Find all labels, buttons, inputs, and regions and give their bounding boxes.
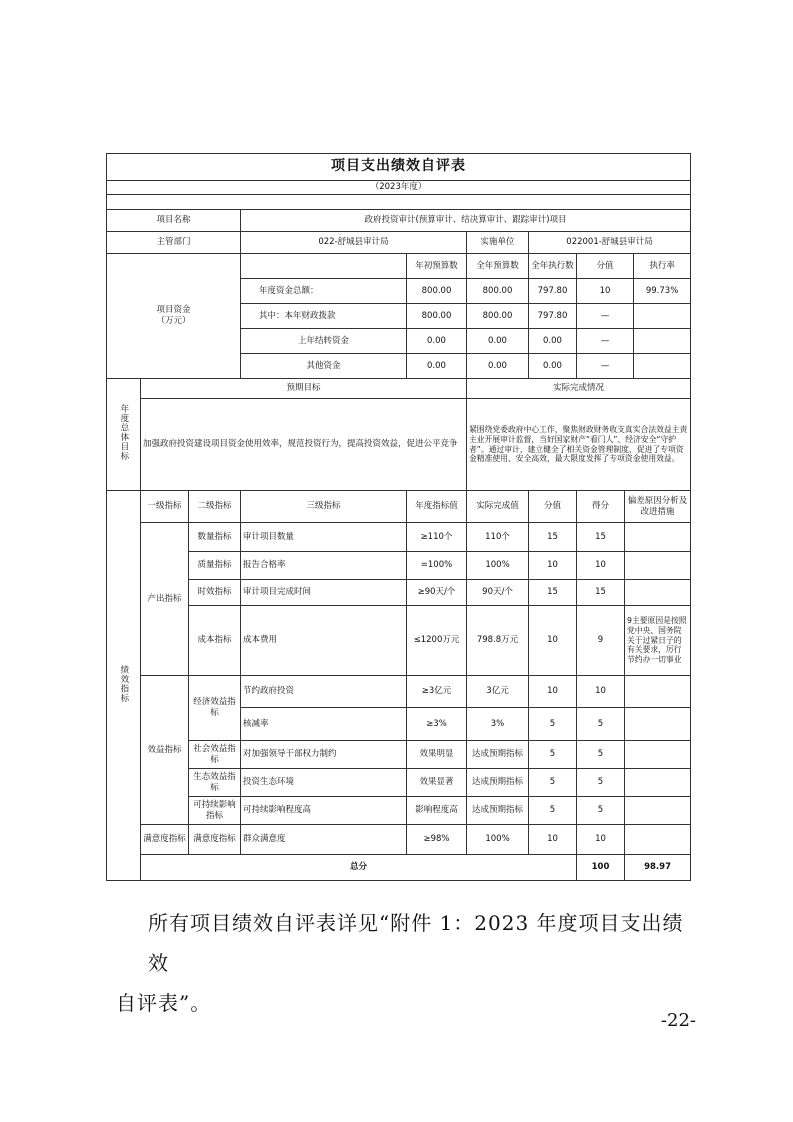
perf-header-score: 得分 [577, 491, 625, 523]
row-value: 10 [529, 606, 577, 676]
goal-actual: 紧围绕党委政府中心工作，聚焦财政财务收支真实合法效益主责主业开展审计监督，当好国家财产“看门人”、经济安全“守护者”。通过审计，建立健全了相关资金管理制度，促进了专项资金精准使用、安全高效，最大限度发挥了专项资金使用效益。 [467, 399, 691, 491]
funds-row-annual: 0.00 [467, 329, 529, 354]
funds-row-init: 800.00 [407, 279, 467, 304]
row-l2: 数量指标 [189, 523, 241, 552]
funds-label-cell [107, 254, 241, 379]
funds-row-value: — [577, 354, 634, 378]
row-l3: 节约政府投资 [241, 676, 407, 708]
row-actual: 798.8万元 [467, 606, 529, 676]
funds-row-value: 10 [577, 279, 634, 303]
funds-row-init: 0.00 [407, 354, 467, 379]
funds-header-split [577, 254, 691, 279]
funds-row-label: 其中：本年财政拨款 [241, 304, 407, 329]
goal-expected-header: 预期目标 [141, 379, 467, 399]
performance-table [106, 153, 691, 881]
funds-row-init: 0.00 [407, 329, 467, 354]
row-l2: 质量指标 [189, 552, 241, 580]
funds-row-rate: 99.73% [645, 285, 679, 296]
row-note [625, 676, 691, 708]
row-l2: 经济效益指标 [189, 676, 241, 741]
table-year: （2023年度） [107, 181, 691, 195]
funds-row-split [577, 354, 691, 379]
table-title: 项目支出绩效自评表 [107, 154, 691, 181]
goal-expected: 加强政府投资建设项目资金使用效率，规范投资行为，提高投资效益，促进公平竞争 [141, 399, 467, 491]
row-note [625, 523, 691, 552]
perf-header-actual: 实际完成值 [467, 491, 529, 523]
row-l3: 投资生态环境 [241, 769, 407, 797]
funds-row-annual: 0.00 [467, 354, 529, 379]
funds-header-rate: 执行率 [649, 260, 675, 271]
funds-row-annual: 800.00 [467, 279, 529, 304]
funds-row-value: — [577, 304, 634, 328]
funds-row-annual: 800.00 [467, 304, 529, 329]
row-l3: 审计项目数量 [241, 523, 407, 552]
row-note [625, 825, 691, 855]
row-actual: 100% [467, 552, 529, 580]
funds-label: 项目资金 [156, 305, 191, 316]
total-score: 98.97 [625, 855, 691, 881]
row-actual: 3亿元 [467, 676, 529, 708]
blank-row [107, 195, 691, 210]
row-score: 10 [577, 676, 625, 708]
total-value: 100 [577, 855, 625, 881]
project-name-label: 项目名称 [107, 210, 241, 232]
row-l2: 可持续影响指标 [189, 797, 241, 825]
row-l3: 审计项目完成时间 [241, 580, 407, 606]
output-label: 产出指标 [141, 523, 189, 676]
funds-row-label: 上年结转资金 [241, 329, 407, 354]
funds-row-rate [634, 304, 690, 328]
row-l2: 时效指标 [189, 580, 241, 606]
impl-label: 实施单位 [467, 232, 529, 254]
perf-header-value: 分值 [529, 491, 577, 523]
impl-value: 022001-舒城县审计局 [529, 232, 691, 254]
perf-header-note: 偏差原因分析及改进措施 [625, 491, 691, 523]
row-score: 10 [577, 552, 625, 580]
row-score: 5 [577, 741, 625, 769]
perf-label-cell [107, 491, 141, 881]
row-value: 5 [529, 769, 577, 797]
perf-label: 绩效指标 [118, 664, 129, 703]
row-note [625, 741, 691, 769]
row-target: 效果显著 [407, 769, 467, 797]
funds-unit: （万元） [156, 316, 191, 326]
benefit-label: 效益指标 [141, 676, 189, 825]
row-note [625, 552, 691, 580]
row-score: 5 [577, 797, 625, 825]
row-target: ≥98% [407, 825, 467, 855]
funds-row-exec: 797.80 [529, 304, 577, 329]
funds-header-annual: 全年预算数 [467, 254, 529, 279]
goal-label-cell [107, 379, 141, 491]
row-l2: 生态效益指标 [189, 769, 241, 797]
paragraph-line-1: 所有项目绩效自评表详见“附件 1：2023 年度项目支出绩效 [148, 911, 684, 975]
funds-row-split [577, 329, 691, 354]
row-l3: 成本费用 [241, 606, 407, 676]
row-actual: 3% [467, 708, 529, 741]
row-note: 9主要原因是按照党中央、国务院关于过紧日子的有关要求，厉行节约办一切事业 [625, 606, 691, 676]
row-l2: 成本指标 [189, 606, 241, 676]
row-value: 15 [529, 580, 577, 606]
row-l3: 可持续影响程度高 [241, 797, 407, 825]
row-value: 5 [529, 741, 577, 769]
row-note [625, 797, 691, 825]
satisfaction-label: 满意度指标 [141, 825, 189, 855]
page-number: -22- [660, 1010, 696, 1031]
goal-actual-header: 实际完成情况 [467, 379, 691, 399]
row-score: 5 [577, 708, 625, 741]
row-target: =100% [407, 552, 467, 580]
project-name: 政府投资审计(预算审计、结决算审计、跟踪审计)项目 [241, 210, 691, 232]
dept-label: 主管部门 [107, 232, 241, 254]
row-target: 效果明显 [407, 741, 467, 769]
row-score: 15 [577, 523, 625, 552]
body-paragraph [116, 903, 696, 1023]
row-l3: 对加强领导干部权力制约 [241, 741, 407, 769]
row-note [625, 769, 691, 797]
funds-row-rate [634, 329, 690, 353]
row-value: 10 [529, 552, 577, 580]
funds-row-exec: 0.00 [529, 354, 577, 379]
row-value: 5 [529, 708, 577, 741]
funds-row-rate [634, 354, 690, 378]
funds-row-exec: 797.80 [529, 279, 577, 304]
perf-header-l2: 二级指标 [189, 491, 241, 523]
row-value: 15 [529, 523, 577, 552]
funds-row-exec: 0.00 [529, 329, 577, 354]
funds-row-split [577, 279, 691, 304]
perf-header-l1: 一级指标 [141, 491, 189, 523]
row-target: ≥3% [407, 708, 467, 741]
row-note [625, 580, 691, 606]
row-target: ≥110个 [407, 523, 467, 552]
perf-header-target: 年度指标值 [407, 491, 467, 523]
row-l3: 群众满意度 [241, 825, 407, 855]
row-value: 10 [529, 676, 577, 708]
row-actual: 90天/个 [467, 580, 529, 606]
funds-row-init: 800.00 [407, 304, 467, 329]
row-l2: 社会效益指标 [189, 741, 241, 769]
row-l3: 报告合格率 [241, 552, 407, 580]
self-evaluation-table [106, 153, 690, 881]
row-note [625, 708, 691, 741]
row-actual: 100% [467, 825, 529, 855]
total-label: 总分 [141, 855, 577, 881]
row-l3: 核减率 [241, 708, 407, 741]
row-actual: 达成预期指标 [467, 769, 529, 797]
row-target: ≤1200万元 [407, 606, 467, 676]
dept-value: 022-舒城县审计局 [241, 232, 467, 254]
perf-header-l3: 三级指标 [241, 491, 407, 523]
row-target: 影响程度高 [407, 797, 467, 825]
funds-row-value: — [577, 329, 634, 353]
funds-header-blank [241, 254, 407, 279]
funds-row-label: 年度资金总额： [241, 279, 407, 304]
row-score: 9 [577, 606, 625, 676]
funds-row-label: 其他资金 [241, 354, 407, 379]
funds-header-exec: 全年执行数 [529, 254, 577, 279]
row-actual: 达成预期指标 [467, 797, 529, 825]
goal-label: 年度总体目标 [118, 404, 129, 462]
row-actual: 110个 [467, 523, 529, 552]
paragraph-line-2: 自评表”。 [116, 991, 212, 1015]
row-l2: 满意度指标 [189, 825, 241, 855]
row-value: 5 [529, 797, 577, 825]
funds-header-value: 分值 [577, 254, 634, 278]
row-score: 15 [577, 580, 625, 606]
row-target: ≥3亿元 [407, 676, 467, 708]
row-target: ≥90天/个 [407, 580, 467, 606]
funds-row-split [577, 304, 691, 329]
funds-header-init: 年初预算数 [407, 254, 467, 279]
row-value: 10 [529, 825, 577, 855]
row-score: 10 [577, 825, 625, 855]
row-score: 5 [577, 769, 625, 797]
row-actual: 达成预期指标 [467, 741, 529, 769]
